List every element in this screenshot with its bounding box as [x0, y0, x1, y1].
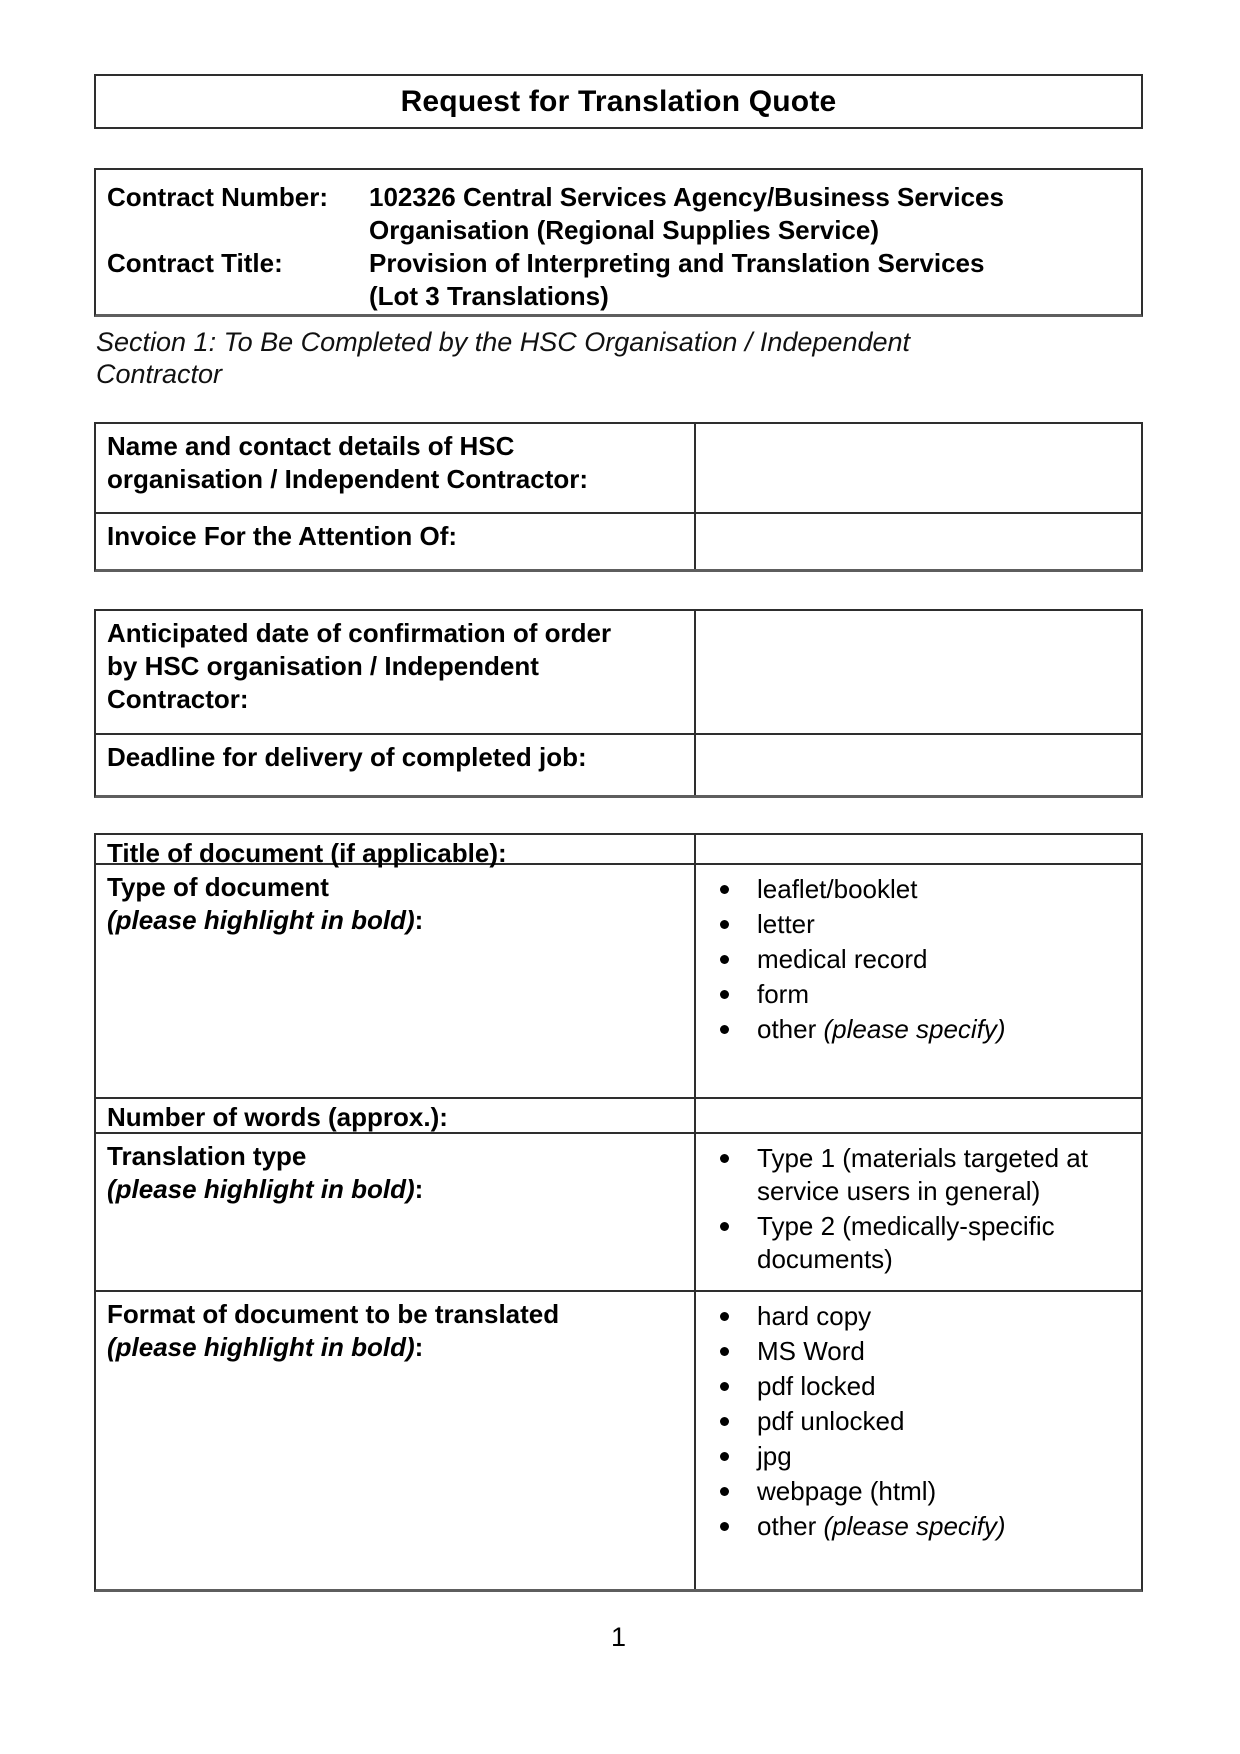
list-item: other (please specify): [720, 1013, 1133, 1046]
bullet-icon: [720, 1154, 729, 1163]
list-item: medical record: [720, 943, 1133, 976]
dates-table: [94, 609, 1143, 798]
contact-details-label: Name and contact details of HSC organisation / Independent Contractor:: [96, 424, 696, 512]
table-row: [96, 512, 1141, 569]
format-options: [696, 1292, 1141, 1589]
table-row: [96, 1290, 1141, 1589]
bullet-icon: [720, 1382, 729, 1391]
bullet-icon: [720, 1487, 729, 1496]
list-item: leaflet/booklet: [720, 873, 1133, 906]
word-count-input-cell: [696, 1099, 1141, 1132]
contract-labels-column: [107, 181, 369, 314]
list-item: MS Word: [720, 1335, 1133, 1368]
contract-number-value-line: 102326 Central Services Agency/Business Services: [369, 182, 1004, 212]
bullet-icon: [720, 920, 729, 929]
list-item: hard copy: [720, 1300, 1133, 1333]
bullet-icon: [720, 1347, 729, 1356]
table-row: [96, 733, 1141, 795]
bullet-icon: [720, 990, 729, 999]
table-row: [96, 1132, 1141, 1290]
table-row: [96, 611, 1141, 733]
document-title-input-cell: [696, 835, 1141, 863]
contact-details-input-cell: [696, 424, 1141, 512]
invoice-attention-input-cell: [696, 514, 1141, 569]
bullet-icon: [720, 885, 729, 894]
confirmation-date-input-cell: [696, 611, 1141, 733]
contract-title-value-line: (Lot 3 Translations): [369, 281, 609, 311]
invoice-attention-label: Invoice For the Attention Of:: [96, 514, 696, 569]
bullet-icon: [720, 955, 729, 964]
contact-details-table: [94, 422, 1143, 572]
list-item: form: [720, 978, 1133, 1011]
list-item: pdf unlocked: [720, 1405, 1133, 1438]
bullet-icon: [720, 1522, 729, 1531]
bullet-icon: [720, 1025, 729, 1034]
bullet-icon: [720, 1312, 729, 1321]
list-item: Type 2 (medically-specific documents): [720, 1210, 1133, 1276]
translation-type-label: Translation type (please highlight in bold):: [96, 1134, 696, 1290]
table-row: [96, 1097, 1141, 1132]
word-count-label: Number of words (approx.):: [96, 1099, 696, 1132]
title-box: [94, 74, 1143, 129]
contract-values-column: [369, 181, 1133, 314]
list-item: pdf locked: [720, 1370, 1133, 1403]
page-title: Request for Translation Quote: [400, 84, 837, 118]
list-item: Type 1 (materials targeted at service users in general): [720, 1142, 1133, 1208]
deadline-label: Deadline for delivery of completed job:: [96, 735, 696, 795]
format-label: Format of document to be translated (please highlight in bold):: [96, 1292, 696, 1589]
contract-title-label: Contract Title:: [107, 248, 283, 278]
section-1-heading: [96, 326, 910, 390]
page-number: 1: [610, 1622, 627, 1652]
bullet-icon: [720, 1452, 729, 1461]
section-1-heading-line: Contractor: [96, 359, 223, 389]
document-type-options: [696, 865, 1141, 1097]
contract-details-table: [94, 168, 1143, 317]
contract-number-label: Contract Number:: [107, 182, 329, 212]
section-1-heading-line: Section 1: To Be Completed by the HSC Organisation / Independent: [96, 327, 911, 357]
table-row: [96, 424, 1141, 512]
confirmation-date-label: Anticipated date of confirmation of order by HSC organisation / Independent Contractor:: [96, 611, 696, 733]
document-details-table: [94, 833, 1143, 1592]
list-item: webpage (html): [720, 1475, 1133, 1508]
deadline-input-cell: [696, 735, 1141, 795]
list-item: letter: [720, 908, 1133, 941]
contract-title-value-line: Provision of Interpreting and Translation Services: [369, 248, 985, 278]
contract-number-value-line: Organisation (Regional Supplies Service): [369, 215, 880, 245]
list-item: jpg: [720, 1440, 1133, 1473]
document-type-label: Type of document (please highlight in bold):: [96, 865, 696, 1097]
list-item: other (please specify): [720, 1510, 1133, 1543]
bullet-icon: [720, 1222, 729, 1231]
table-row: [96, 835, 1141, 868]
bullet-icon: [720, 1417, 729, 1426]
document-title-label: Title of document (if applicable):: [96, 835, 696, 863]
translation-type-options: [696, 1134, 1141, 1290]
table-row: [96, 863, 1141, 1097]
